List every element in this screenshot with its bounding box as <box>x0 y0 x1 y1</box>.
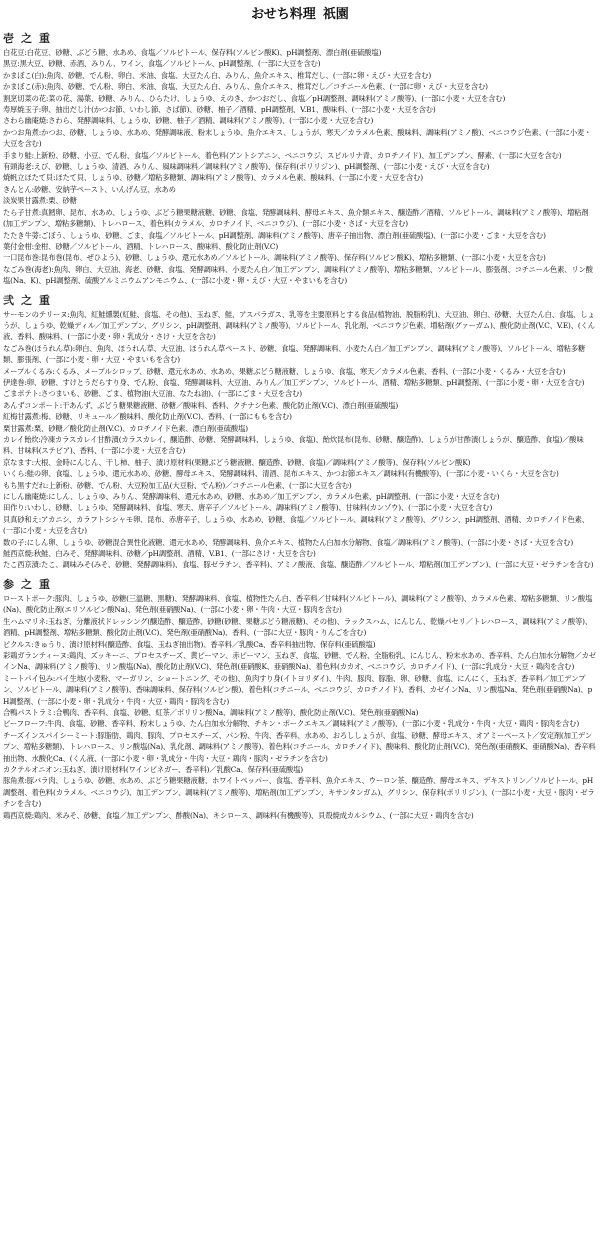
ingredient-item: さわら幽庵焼:さわら、発酵調味料、しょうゆ、砂糖、柚子／酒精、調味料(アミノ酸等)、(一部に小麦・大豆を含む) <box>3 116 374 126</box>
ingredient-item: たこ西京漬:たこ、調味みそ(みそ、砂糖、発酵調味料)、食塩、豚ゼラチン、香辛料)、アミノ酸液、食塩、醸造酢／ソルビトール、増粘剤(加工デンプン)、(一部に大豆・ゼラチンを含む) <box>3 560 594 570</box>
ingredient-item: あんずコンポート:干あんず、ぶどう糖果糖液糖、砂糖／酸味料、香料、クチナシ色素、酸化防止剤(V.C)、漂白剤(亜硫酸塩) <box>3 400 399 410</box>
ingredient-item: 伊達巻:卵、砂糖、すけとうだらすり身、でん粉、食塩、発酵調味料、大豆油、みりん／加工デンプン、ソルビトール、酒精、増粘多糖類、pH調整剤、(一部に小麦・卵・大豆を含む) <box>3 377 585 387</box>
ingredient-item: かつお角煮:かつお、砂糖、しょうゆ、水あめ、発酵調味液、粉末しょうゆ、魚介エキス、しょうが、寒天／カラメル色素、酸味料、調味料(アミノ酸)、ベニコウジ色素、(一部に小麦・大豆を含む) <box>3 127 592 149</box>
tier-heading: 参之重 <box>3 577 57 591</box>
ingredient-item: 白花豆:白花豆、砂糖、ぶどう糖、水あめ、食塩／ソルビトール、保存料(ソルビン酸K)、pH調整剤、漂白剤(亜硫酸塩) <box>3 48 382 57</box>
ingredient-item: 田作り:いわし、砂糖、しょうゆ、発酵調味料、食塩、寒天、唐辛子／ソルビトール、調味料(アミノ酸等)、甘味料(カンゾウ)、(一部に小麦・大豆を含む) <box>3 503 493 513</box>
ingredient-item: 紅梅甘露煮:梅、砂糖、リキュール／酸味料、酸化防止剤(V.C)、香料、(一部にももを含む) <box>3 412 292 422</box>
ingredient-item: チーズインスパイシーミート:豚脂肪、鶏肉、豚肉、プロセスチーズ、パン粉、牛肉、香辛料、水あめ、おろししょうが、食塩、砂糖、酵母エキス、オアミーペースト／安定剤(加工デンプン、増粘多糖類)、トレハロース、リン酸塩(Na)、乳化剤、調味料(アミノ酸等)、着色料(コチニール、カロチノイド)、酸味料、酸化防止剤(V.C)、発色剤(亜硝酸K、亜硝酸Na)、香辛料抽出物、水酸化Ca、(くん液、(一部に小麦・卵・乳成分・牛肉・大豆・鶏肉・豚肉・ゼラチンを含む) <box>3 730 596 763</box>
ingredient-item: 栗甘露煮:栗、砂糖／酸化防止剤(V.C)、カロチノイド色素、漂白剤(亜硫酸塩) <box>3 423 248 433</box>
ingredient-item: 生ハムマリネ:玉ねぎ、分離液状ドレッシング(醸造酢、醸造酢、砂糖(砂糖、果糖ぶどう糖液糖)、その他)、ラックスハム、にんじん、乾燥パセリ／トレハロース、調味料(アミノ酸等)、酒精、pH調整剤、増粘多糖類、酸化防止剤(V.C)、発色剤(亜硝酸Na)、香料、(一部に大豆・豚肉・りんごを含む) <box>3 616 593 638</box>
tier-section <box>3 32 597 287</box>
ingredient-item: いくら:鮭の卵、食塩、しょうゆ、還元水あめ、砂糖、酵母エキス、発酵調味料、清酒、昆布エキス、かつお節エキス／調味料(有機酸等)、(一部に小麦・いくら・大豆を含む) <box>3 469 559 479</box>
ingredient-item: ピクルス:きゅうり、漬け原材料(醸造酢、食塩、玉ねぎ抽出物)、香辛料／乳酸Ca、香辛料抽出物、保存料(亜硫酸塩) <box>3 639 376 649</box>
ingredient-item: かまぼこ(赤):魚肉、砂糖、でん粉、卵白、米油、食塩、大豆たん白、みりん、魚介エキス、椎茸だし／コチニール色素、(一部に卵・えび・大豆を含む) <box>3 82 488 92</box>
ingredient-item: たら子甘煮:真鱈卵、昆布、水あめ、しょうゆ、ぶどう糖果糖液糖、砂糖、食塩、発酵調味料、酵母エキス、魚介類エキス、醸造酢／酒精、ソルビトール、調味料(アミノ酸等)、増粘剤(加工デンプン、増粘多糖類)、トレハロース、着色料(カラメル、カロチノイド、ベニコウジ)、(一部に小麦・さば・大豆を含む) <box>3 207 589 229</box>
tier-section <box>3 294 597 571</box>
ingredient-item: 豚角煮:豚バラ肉、しょうゆ、砂糖、水あめ、ぶどう糖果糖液糖、ホワイトペッパー、食塩、香辛料、魚介エキス、ウーロン茶、醸造酢、酵母エキス、デキストリン／ソルビトール、pH調整剤、着色料(カラメル、ベニコウジ)、加工デンプン、調味料(アミノ酸等)、増粘剤(加工デンプン、キサンタンガム)、グリシン、保存料(ポリリジン)、(一部に小麦・大豆・豚肉・ゼラチンを含む) <box>3 776 595 809</box>
ingredient-item: ミートパイ包み:パイ生地(小麦粉、マーガリン、ショートニング、その他)、魚肉すり身(イトヨリダイ)、牛肉、豚肉、豚脂、卵、砂糖、食塩、にんにく、玉ねぎ、香辛料／加工デンプン、ソルビトール、調味料(アミノ酸等)、香味調味料、保存料(ソルビン酸)、着色料(コチニール、ベニコウジ、カロチノイド)、香料、カゼインNa、リン酸塩Na、発色剤(亜硝酸Na)、pH調整剤、(一部に小麦・卵・乳成分・牛肉・大豆・鶏肉・豚肉を含む) <box>3 673 593 706</box>
ingredient-item: メープルくるみ:くるみ、メープルシロップ、砂糖、還元水あめ、水あめ、果糖ぶどう糖液糖、しょうゆ、食塩、寒天／カラメル色素、香料、(一部に小麦・くるみ・大豆を含む) <box>3 366 566 376</box>
ingredient-item: 焼帆立ほたて貝:ほたて貝、しょうゆ、砂糖／増粘多糖類、調味料(アミノ酸等)、カラメル色素、酸味料、(一部に小麦・大豆を含む) <box>3 173 423 183</box>
ingredient-item: 鮭西京焼:秋鮭、白みそ、発酵調味料、砂糖／pH調整剤、酒精、V.B1、(一部にさけ・大豆を含む) <box>3 549 316 559</box>
ingredient-item: 寿厚焼玉子:卵、抽出だし汁(かつお節、いわし節、さば節)、砂糖、柚子／酒精、pH調整剤、V.B1、酸味料、(一部に小麦・大豆を含む) <box>3 105 436 115</box>
ingredient-item: カクテルオニオン:玉ねぎ、漬け原材料(ワインビネガー、香辛料)／乳酸Ca、保存料(亜硫酸塩) <box>3 764 303 774</box>
ingredient-item: にしん幽庵焼:にしん、しょうゆ、みりん、発酵調味料、還元水あめ、砂糖、水あめ／加工デンプン、カラメル色素、pH調整剤、(一部に小麦・大豆を含む) <box>3 492 500 502</box>
ingredient-item: もち黒すだれ:上新粉、砂糖、でん粉、大豆粉加工品(大豆粉、でん粉)／コチニール色素、(一部に大豆を含む) <box>3 480 352 490</box>
ingredient-item: 数の子:にしん卵、しょうゆ、砂糖混合異性化液糖、還元水あめ、発酵調味料、魚介エキス、植物たん白加水分解物、食塩／調味料(アミノ酸等)、(一部に小麦・さば・大豆を含む) <box>3 537 574 547</box>
page-title <box>3 6 597 23</box>
ingredient-item: 手まり鮭:上新粉、砂糖、小豆、でん粉、食塩／ソルビトール、着色料(アントシアニン、ベニコウジ、スピルリナ青、カロチノイド)、加工デンプン、酵素、(一部に大豆を含む) <box>3 150 562 160</box>
ingredient-item: 彩鶏ガランティーヌ:鶏肉、ズッキーニ、プロセスチーズ、黄ピーマン、赤ピーマン、玉ねぎ、食塩、砂糖、でん粉、全脂粉乳、にんじん、粉末水あめ、香辛料、たん白加水分解物／カゼインNa、調味料(アミノ酸等)、リン酸塩(Na)、酸化防止剤(V.C)、発色剤(亜硝酸K、亜硝酸Na)、着色料(カカオ、ベニコウジ、カロチノイド)、(一部に乳成分・大豆・鶏肉を含む) <box>3 650 596 672</box>
ingredient-item: ごまポテト:さつまいも、砂糖、ごま、植物油(大豆油、なたね油)、(一部にごま・大豆を含む) <box>3 389 302 399</box>
tier-heading: 壱之重 <box>3 32 57 45</box>
ingredient-item: 有頭海老:えび、砂糖、しょうゆ、清酒、みりん、風味調味料／調味料(アミノ酸等)、保存料(ポリリジン)、pH調整剤、(一部に小麦・えび・大豆を含む) <box>3 162 490 172</box>
ingredient-item: 合鴨パストラミ:合鴨肉、香辛料、食塩、砂糖、紅茶／ポリリン酸Na、調味料(アミノ酸等)、酸化防止剤(V.C)、発色剤(亜硝酸Na) <box>3 707 419 717</box>
ingredient-item: なごみ巻(海老):魚肉、卵白、大豆油、海老、砂糖、食塩、発酵調味料、小麦たん白／加工デンプン、調味料(アミノ酸等)、増粘多糖類、ソルビトール、膨張剤、コチニール色素、リン酸塩(Na、K)、pH調整剤、硫酸アルミニウムアンモニウム、(一部に小麦・卵・えび・大豆・やまいもを含む) <box>3 264 593 286</box>
ingredient-item: たたき牛蒡:ごぼう、しょうゆ、砂糖、ごま、食塩／ソルビトール、pH調整剤、調味料(アミノ酸等)、唐辛子抽出物、漂白剤(亜硫酸塩)、(一部に小麦・ごま・大豆を含む) <box>3 230 546 240</box>
ingredient-item: 貝真砂和え:アカニシ、カラフトシシャモ卵、昆布、赤唐辛子、しょうゆ、水あめ、砂糖、食塩／ソルビトール、調味料(アミノ酸等)、グリシン、pH調整剤、酒精、カロチノイド色素、(一部に小麦・大豆を含む) <box>3 514 589 536</box>
ingredient-item: ローストポーク:豚肉、しょうゆ、砂糖(三温糖、黒糖)、発酵調味料、食塩、植物性たん白、香辛料／甘味料(ソルビトール)、調味料(アミノ酸等)、カラメル色素、増粘多糖類、リン酸塩(Na)、酸化防止剤(エリソルビン酸Na)、発色剤(亜硝酸Na)、(一部に小麦・卵・牛肉・大豆・豚肉を含む) <box>3 593 593 615</box>
tier-section <box>3 578 597 821</box>
page-title-main: おせち料理 <box>251 7 316 22</box>
tier-list <box>3 32 597 821</box>
ingredient-item: 割烹切菜の花:菜の花、湯葉、砂糖、みりん、ひらたけ、しょうゆ、えのき、かつおだし、食塩／pH調整剤、調味料(アミノ酸等)、(一部に小麦・大豆を含む) <box>3 93 506 103</box>
page-title-brand: 祇園 <box>322 7 349 22</box>
ingredient-item: 黒豆:黒大豆、砂糖、赤酒、みりん、ワイン、食塩／ソルビトール、pH調整剤、(一部に大豆を含む) <box>3 59 321 69</box>
tier-heading: 弐之重 <box>3 293 57 307</box>
ingredient-item: 京なます:大根、金時にんじん、干し柿、柚子、漬け原材料(果糖ぶどう糖液糖、醸造酢、砂糖、食塩)／調味料(アミノ酸等)、保存料(ソルビン酸K) <box>3 457 471 467</box>
ingredient-item: かまぼこ(白):魚肉、砂糖、でん粉、卵白、米油、食塩、大豆たん白、みりん、魚介エキス、椎茸だし、(一部に卵・えび・大豆を含む) <box>3 70 432 80</box>
ingredient-item: 鶏西京焼:鶏肉、米みそ、砂糖、食塩／加工デンプン、酢酸(Na)、キシロース、調味料(有機酸等)、貝殻焼成カルシウム、(一部に大豆・鶏肉を含む) <box>3 810 474 820</box>
ingredient-item: きんとん:砂糖、安納芋ペースト、いんげん豆、水あめ <box>3 184 176 194</box>
ingredient-item: 淡炭果甘露煮:栗、砂糖 <box>3 196 77 206</box>
ingredient-item: なごみ巻(ほうれん草):卵白、魚肉、ほうれん草、大豆油、ほうれん草ペースト、砂糖、食塩、発酵調味料、小麦たん白／加工デンプン、調味料(アミノ酸等)、ソルビトール、増粘多糖類、膨張剤、(一部に小麦・卵・大豆・やまいもを含む) <box>3 343 586 365</box>
ingredient-item: ビーフローフ:牛肉、食塩、砂糖、香辛料、粉末しょうゆ、たん白加水分解物、チキン・ポークエキス／調味料(アミノ酸等)、(一部に小麦・乳成分・牛肉・大豆・鶏肉・豚肉を含む) <box>3 719 580 729</box>
ingredient-item: カレイ飴炊:冷凍カラスカレイ甘酢漬(カラスカレイ、醸造酢、砂糖、発酵調味料、しょうゆ、食塩)、飴炊昆布(昆布、砂糖、醸造酢)、しょうが甘酢漬(しょうが、醸造酢、食塩)／酸味料、甘味料(ステビア)、香料、(一部に小麦・大豆を含む) <box>3 435 584 456</box>
ingredient-item: 葉付金柑:金柑、砂糖／ソルビトール、酒精、トレハロース、酸味料、酸化防止剤(V.C) <box>3 241 279 251</box>
ingredient-item: サーモンのテリーヌ:魚肉、紅鮭燻製(紅鮭、食塩、その他)、玉ねぎ、鮭、アスパラガス、乳等を主要原料とする食品(植物油、脱脂粉乳)、大豆油、卵白、砂糖、大豆たん白、食塩、しょうが、しょうゆ、乾燥ディル／加工デンプン、グリシン、pH調整剤、調味料(アミノ酸等)、ソルビトール、乳化剤、ベニコウジ色素、増粘剤(グァーガム)、酸化防止剤(V.C、V.E)、(くん液、香料、酸味料、(一部に小麦・卵・乳成分・さけ・大豆を含む) <box>3 309 595 342</box>
ingredient-item: 一口昆布巻:昆布巻(昆布、ぜひよう)、砂糖、しょうゆ、還元水あめ／ソルビトール、調味料(アミノ酸等)、保存料(ソルビン酸K)、増粘多糖類、(一部に小麦・大豆を含む) <box>3 253 546 263</box>
